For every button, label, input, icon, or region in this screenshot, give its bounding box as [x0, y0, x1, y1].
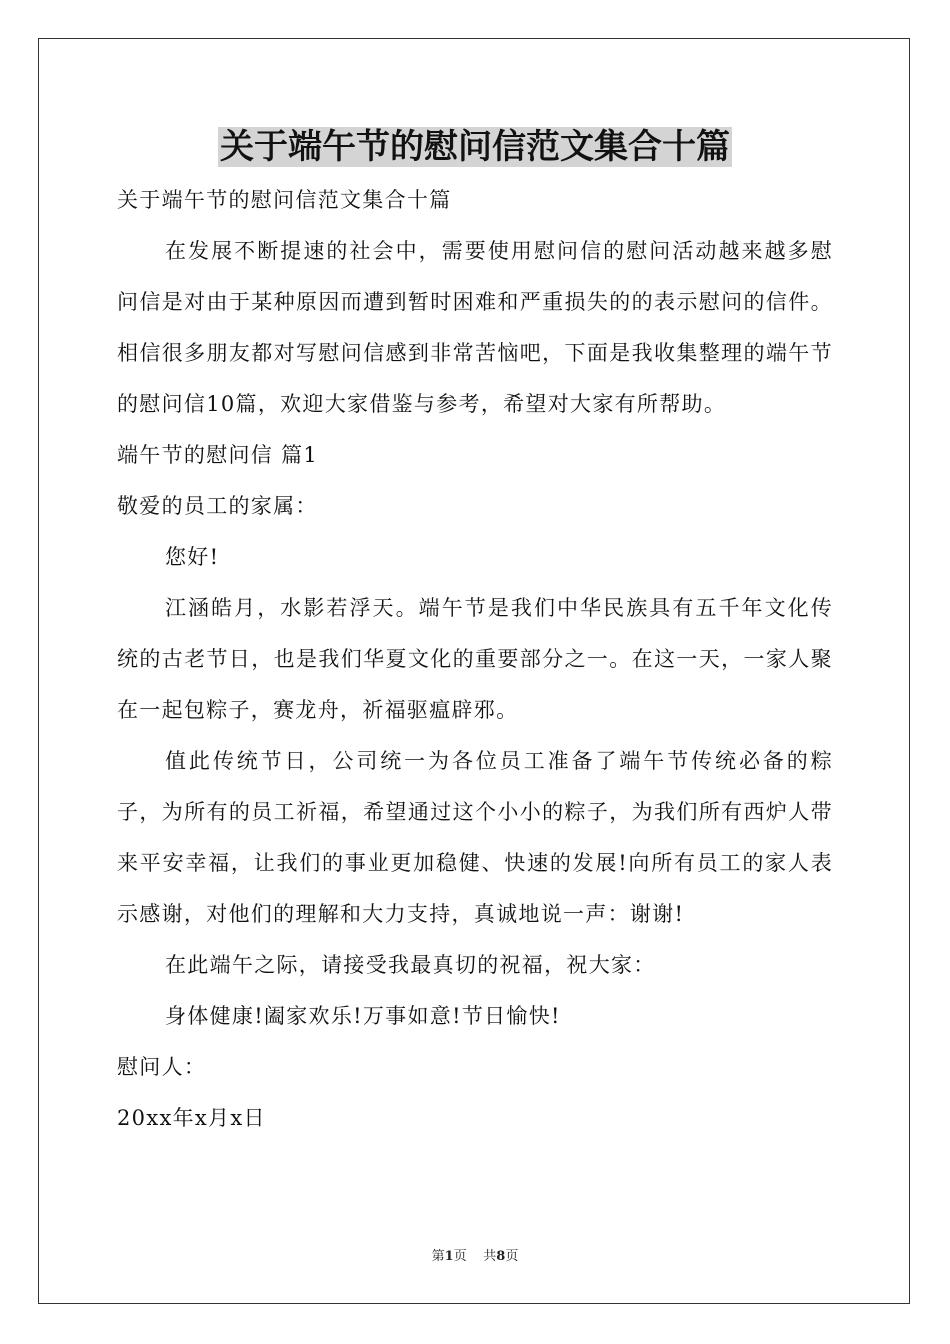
greeting: 您好! — [165, 545, 220, 569]
signature-date: 20xx年x月x日 — [117, 1106, 266, 1130]
salutation: 敬爱的员工的家属： — [117, 494, 318, 518]
body-paragraph-1: 江涵皓月，水影若浮天。端午节是我们中华民族具有五千年文化传统的古老节日，也是我们华夏文化的重要部分之一。在这一天，一家人聚在一起包粽子，赛龙舟，祈福驱瘟辟邪。 — [117, 596, 833, 722]
total-prefix: 共 — [483, 1249, 497, 1264]
signature-label: 慰问人： — [117, 1055, 207, 1079]
body-paragraph-4: 身体健康!阖家欢乐!万事如意!节日愉快! — [165, 1004, 561, 1028]
document-body — [117, 175, 833, 1144]
body-paragraph-2: 值此传统节日，公司统一为各位员工准备了端午节传统必备的粽子，为所有的员工祈福，希望通过这个小小的粽子，为我们所有西炉人带来平安幸福，让我们的事业更加稳健、快速的发展!向所有员工的家人表示感谢，对他们的理解和大力支持，真诚地说一声：谢谢! — [117, 749, 833, 926]
page-footer — [0, 1248, 950, 1266]
document-subtitle: 关于端午节的慰问信范文集合十篇 — [117, 188, 452, 212]
page-suffix: 页 — [453, 1249, 467, 1264]
document-title — [0, 122, 950, 172]
page-number: 1 — [444, 1249, 454, 1264]
total-pages: 8 — [496, 1249, 506, 1264]
total-suffix: 页 — [505, 1249, 519, 1264]
body-paragraph-3: 在此端午之际，请接受我最真切的祝福，祝大家： — [165, 953, 656, 977]
page-prefix: 第 — [431, 1249, 445, 1264]
intro-paragraph: 在发展不断提速的社会中，需要使用慰问信的慰问活动越来越多慰问信是对由于某种原因而遭到暂时困难和严重损失的的表示慰问的信件。相信很多朋友都对写慰问信感到非常苦恼吧，下面是我收集整理的端午节的慰问信10篇，欢迎大家借鉴与参考，希望对大家有所帮助。 — [117, 239, 833, 416]
document-title-text: 关于端午节的慰问信范文集合十篇 — [220, 127, 730, 167]
section-heading: 端午节的慰问信 篇1 — [117, 443, 319, 467]
